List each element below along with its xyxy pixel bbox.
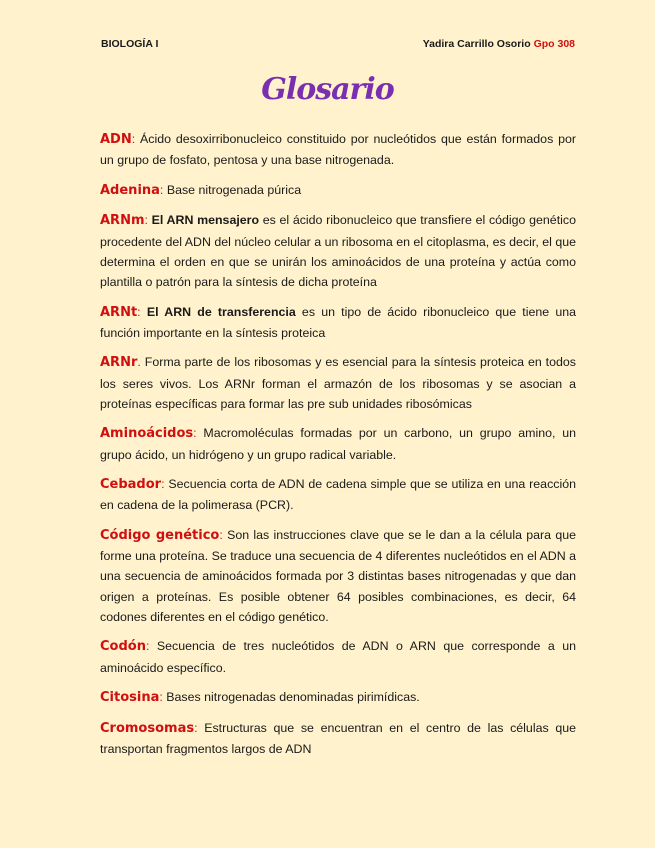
term: ADN bbox=[100, 132, 132, 147]
definition: Ácido desoxirribonucleico constituido por nucleótidos que están formados por un grupo de fosfato, pentosa y una base nitrogenada. bbox=[100, 132, 576, 168]
glossary-entry-adn: ADN: Ácido desoxirribonucleico constituido por nucleótidos que están formados por un grupo de fosfato, pentosa y una base nitrogenada. bbox=[100, 132, 576, 168]
glossary-entry-adenina: Adenina: Base nitrogenada púrica bbox=[100, 182, 302, 198]
definition: Macromoléculas formadas por un carbono, un grupo amino, un grupo ácido, un hidrógeno y un grupo radical variable. bbox=[100, 426, 576, 462]
page-header bbox=[101, 38, 575, 50]
term: ARNm bbox=[100, 213, 145, 229]
definition: Estructuras que se encuentran en el centro de las células que transportan fragmentos largos de ADN bbox=[100, 720, 576, 756]
definition-bold: El ARN mensajero bbox=[151, 213, 260, 228]
page-title: Glosario bbox=[261, 72, 394, 107]
term: Codón bbox=[100, 639, 146, 655]
definition: Bases nitrogenadas denominadas pirimídicas. bbox=[166, 690, 420, 705]
glossary-entry-codon: Codón: Secuencia de tres nucleótidos de ADN o ARN que corresponde a un aminoácido específico. bbox=[100, 639, 576, 675]
definition: Forma parte de los ribosomas y es esencial para la síntesis proteica en todos los seres vivos. Los ARNr forman el armazón de los ribosomas y se asocian a proteínas específicas para formar las pre sub unidades ribosómicas bbox=[100, 355, 576, 411]
definition: Base nitrogenada púrica bbox=[166, 182, 302, 197]
definition: es un tipo de ácido ribonucleico que tiene una función importante en la síntesis proteica bbox=[100, 304, 577, 340]
term: Cebador bbox=[100, 477, 162, 493]
subject-label: BIOLOGÍA I bbox=[101, 38, 159, 50]
author-name: Yadira Carrillo Osorio bbox=[422, 38, 531, 50]
glossary-list bbox=[100, 129, 576, 769]
definition: Secuencia corta de ADN de cadena simple que se utiliza en una reacción en cadena de la polimerasa (PCR). bbox=[100, 477, 576, 513]
glossary-entry-arnr: ARNr. Forma parte de los ribosomas y es esencial para la síntesis proteica en todos los seres vivos. Los ARNr forman el armazón de los ribosomas y se asocian a proteínas específicas para formar las pre sub unidades ribosómicas bbox=[100, 355, 576, 411]
term: ARNt bbox=[100, 304, 138, 320]
glossary-entry-aminoacidos: Aminoácidos: Macromoléculas formadas por un carbono, un grupo amino, un grupo ácido, un hidrógeno y un grupo radical variable. bbox=[100, 426, 576, 462]
term: ARNr bbox=[100, 355, 138, 371]
definition: Son las instrucciones clave que se le dan a la célula para que forme una proteína. Se traduce una secuencia de 4 diferentes nucleótidos en el ADN a una secuencia de aminoácidos formada por 3 distintas bases nitrogenadas y que dan origen a proteínas. Es posible obtener 64 posibles combinaciones, es decir, 64 codones diferentes en el código genético. bbox=[100, 527, 577, 624]
term: Código genético bbox=[100, 527, 220, 543]
glossary-entry-arnt: ARNt: El ARN de transferencia es un tipo de ácido ribonucleico que tiene una función importante en la síntesis proteica bbox=[100, 304, 577, 340]
definition: Secuencia de tres nucleótidos de ADN o ARN que corresponde a un aminoácido específico. bbox=[100, 639, 576, 675]
definition-bold: El ARN de transferencia bbox=[146, 304, 296, 319]
glossary-entry-cebador: Cebador: Secuencia corta de ADN de cadena simple que se utiliza en una reacción en cadena de la polimerasa (PCR). bbox=[100, 477, 576, 513]
glossary-entry-citosina: Citosina: Bases nitrogenadas denominadas pirimídicas. bbox=[100, 690, 420, 706]
group-label: Gpo 308 bbox=[533, 38, 575, 50]
glossary-entry-cromosomas: Cromosomas: Estructuras que se encuentran en el centro de las células que transportan fragmentos largos de ADN bbox=[100, 720, 576, 756]
term: Citosina bbox=[100, 690, 160, 706]
term: Aminoácidos bbox=[100, 426, 194, 442]
term: Cromosomas bbox=[100, 720, 195, 736]
author-info bbox=[423, 38, 575, 50]
definition: es el ácido ribonucleico que transfiere el código genético procedente del ADN del núcleo celular a un ribosoma en el citoplasma, es decir, el que determina el orden en que se unirán los aminoácidos de una proteína y actúa como plantilla o patrón para la síntesis de dicha proteína bbox=[100, 213, 576, 289]
glossary-entry-arnm: ARNm: El ARN mensajero es el ácido ribonucleico que transfiere el código genético procedente del ADN del núcleo celular a un ribosoma en el citoplasma, es decir, el que determina el orden en que se unirán los aminoácidos de una proteína y actúa como plantilla o patrón para la síntesis de dicha proteína bbox=[100, 213, 576, 289]
glossary-entry-codigo-genetico: Código genético: Son las instrucciones clave que se le dan a la célula para que forme una proteína. Se traduce una secuencia de 4 diferentes nucleótidos en el ADN a una secuencia de aminoácidos formada por 3 distintas bases nitrogenadas y que dan origen a proteínas. Es posible obtener 64 posibles combinaciones, es decir, 64 codones diferentes en el código genético. bbox=[100, 527, 577, 624]
term: Adenina bbox=[100, 182, 160, 198]
